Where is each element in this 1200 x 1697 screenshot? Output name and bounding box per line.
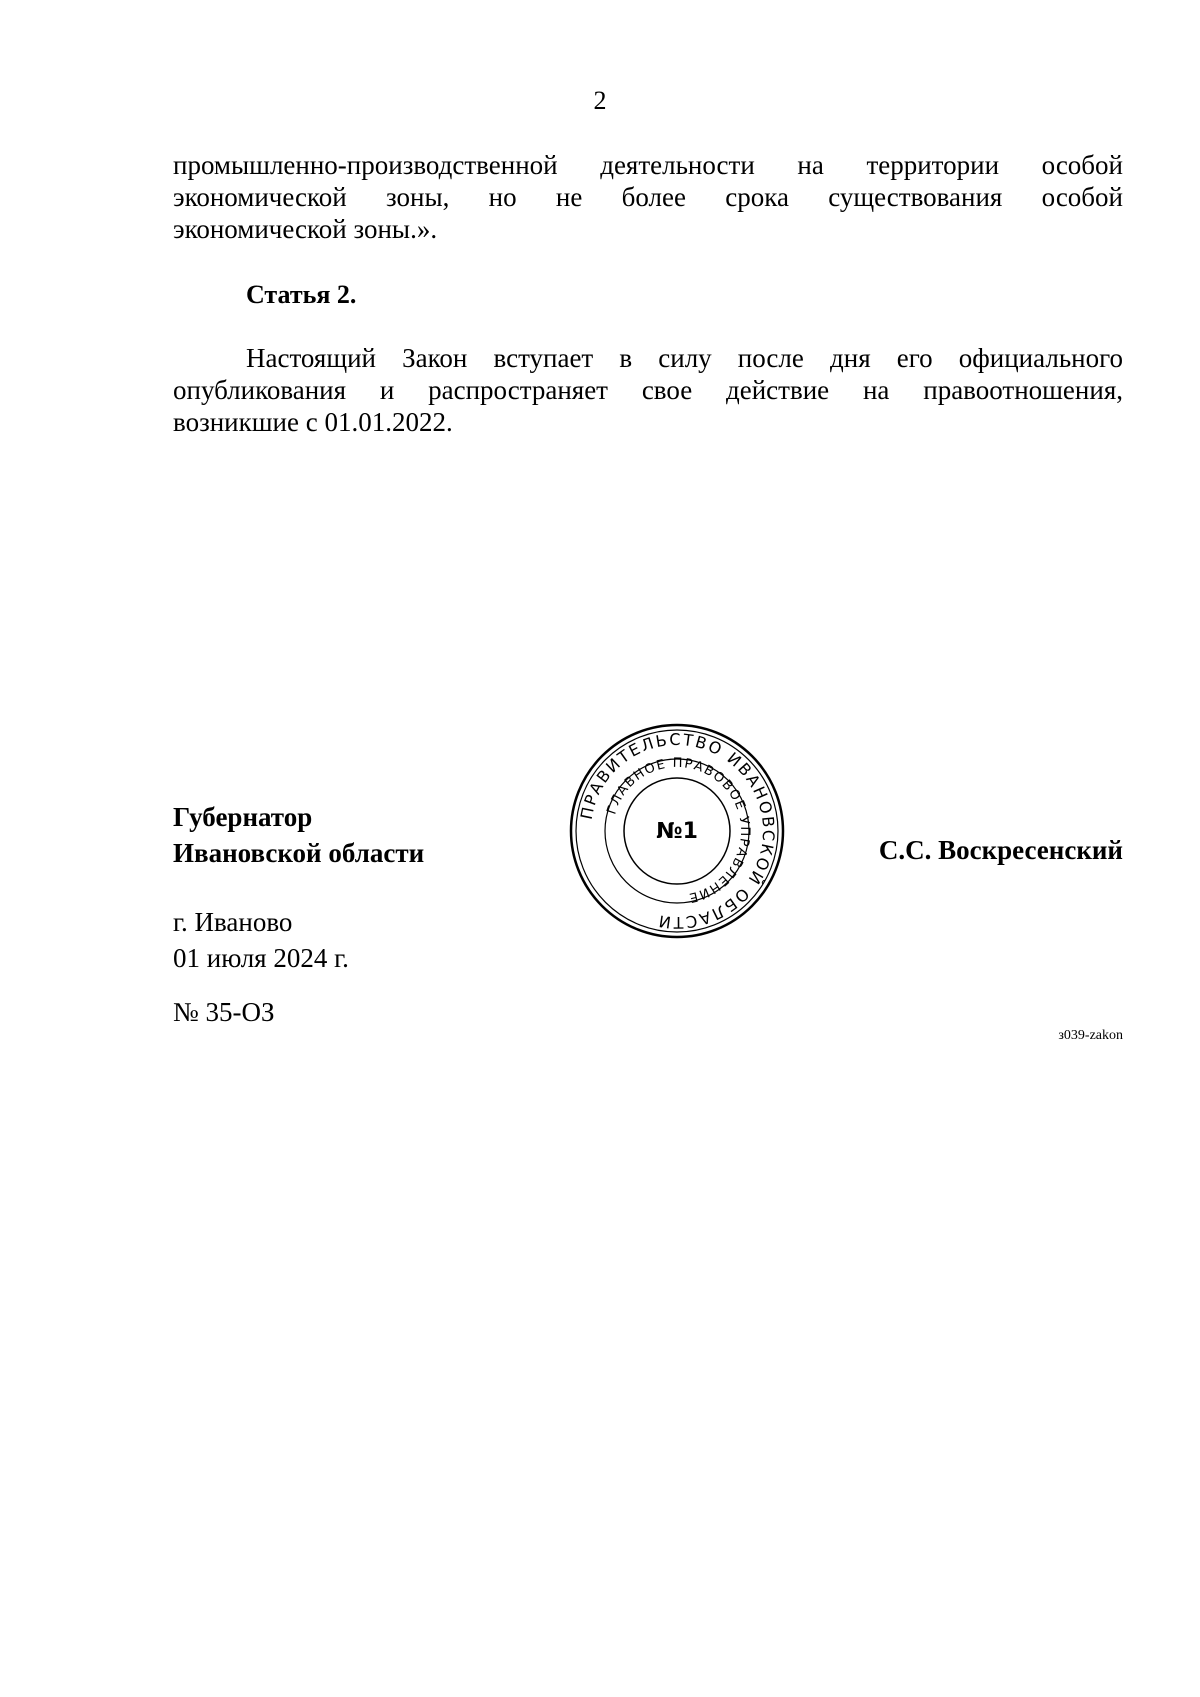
paragraph-continuation <box>173 149 1123 245</box>
seal-center-text: №1 <box>656 819 698 844</box>
signatory-title-line: Губернатор <box>173 802 313 832</box>
seal-outer-text: ПРАВИТЕЛЬСТВО ИВАНОВСКОЙ ОБЛАСТИ <box>576 729 779 933</box>
signatory-title-line: Ивановской области <box>173 838 425 868</box>
place: г. Иваново <box>173 907 293 937</box>
page-number: 2 <box>593 86 607 115</box>
law-number: № 35-ОЗ <box>173 997 275 1027</box>
paragraph-line: экономической зоны.». <box>173 214 438 244</box>
signatory-title <box>173 799 424 871</box>
paragraph-line: промышленно-производственной деятельности на территории особой <box>173 150 1123 180</box>
paragraph-line: опубликования и распространяет свое действие на правоотношения, <box>173 375 1123 405</box>
paragraph-line: Настоящий Закон вступает в силу после дня его официального <box>246 343 1123 373</box>
signatory-name: С.С. Воскресенский <box>878 835 1123 865</box>
seal-inner-text: ГЛАВНОЕ ПРАВОВОЕ УПРАВЛЕНИЕ <box>604 755 753 906</box>
paragraph-article-2 <box>173 342 1123 438</box>
paragraph-line: экономической зоны, но не более срока существования особой <box>173 182 1123 212</box>
official-seal <box>568 722 786 940</box>
date: 01 июля 2024 г. <box>173 943 349 973</box>
article-heading: Статья 2. <box>246 280 357 309</box>
document-code: з039-zakon <box>1058 1028 1123 1043</box>
place-and-date <box>173 904 349 976</box>
paragraph-line: возникшие с 01.01.2022. <box>173 407 453 437</box>
